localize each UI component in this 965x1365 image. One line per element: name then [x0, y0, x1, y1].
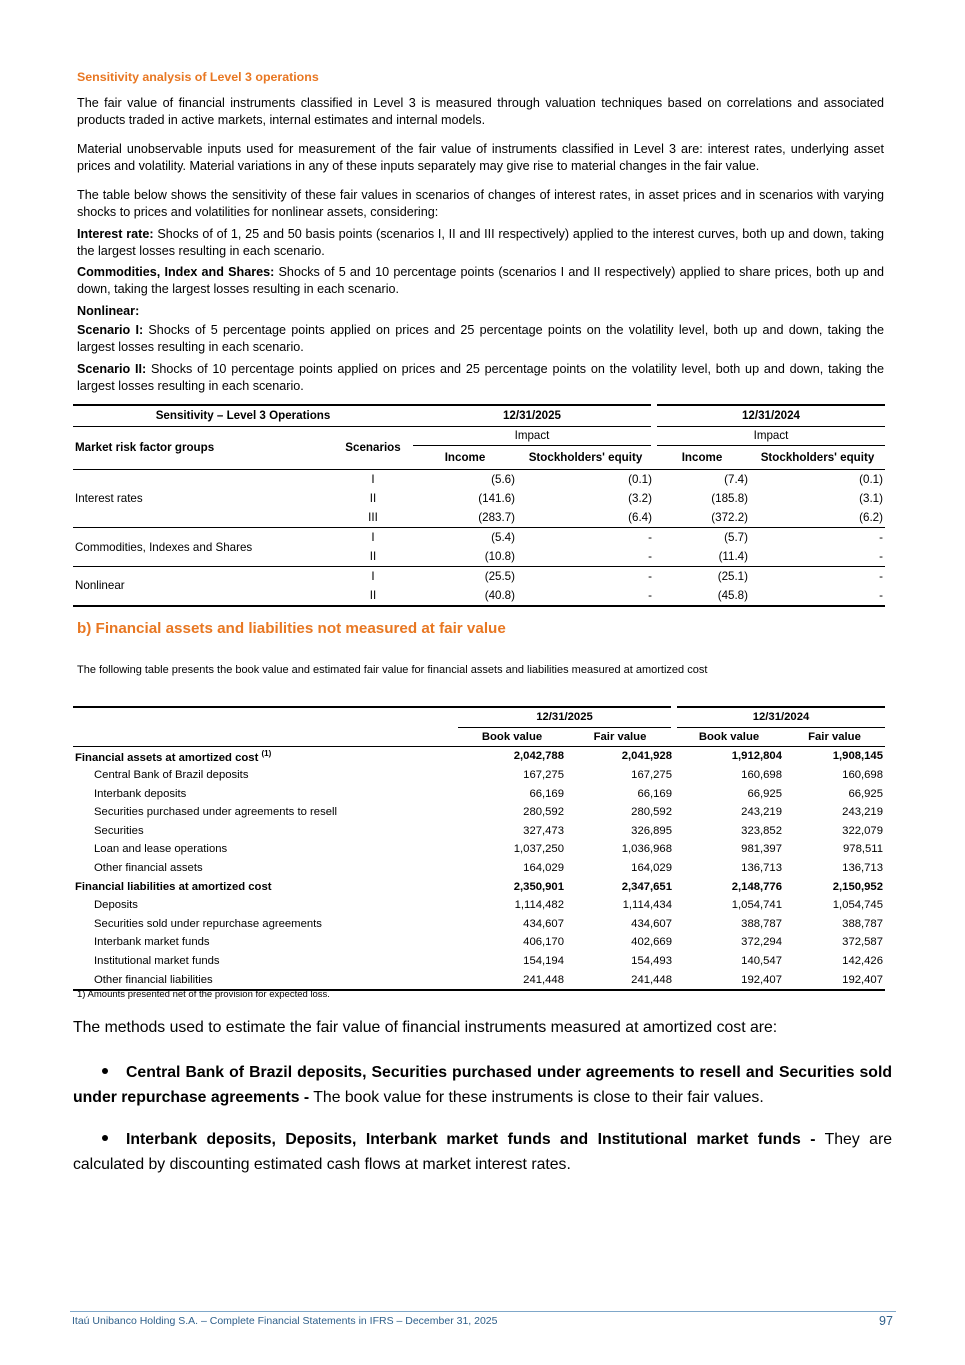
sens-equity-2025: (3.2) [628, 491, 652, 505]
sens-income-2025: (5.4) [491, 531, 515, 544]
paragraph-interest [77, 226, 884, 259]
fv-value: 322,079 [842, 824, 883, 837]
fv-value: 192,407 [741, 973, 782, 986]
fv-value: 402,669 [631, 936, 672, 949]
sens-scenario: II [369, 588, 377, 602]
fv-value: 326,895 [631, 824, 672, 837]
fv-value: 1,114,482 [514, 899, 564, 912]
footer-divider [70, 1311, 896, 1312]
fv-row [73, 803, 885, 822]
fv-row-label: Financial assets at amortized cost [75, 751, 259, 764]
fv-value: 406,170 [523, 936, 564, 949]
sens-equity-2024: - [879, 531, 883, 544]
fv-value: 66,169 [529, 787, 564, 800]
scenario-2-label: Scenario II: [77, 362, 147, 376]
sens-equity-2024: - [879, 570, 883, 583]
fv-value: 323,852 [741, 824, 782, 837]
fv-value: 160,698 [741, 769, 782, 782]
sens-scenario: I [371, 531, 375, 544]
fv-value: 154,194 [523, 955, 564, 968]
fv-value: 1,114,434 [622, 899, 672, 912]
paragraph-commodities [77, 264, 884, 297]
fv-value: 1,912,804 [731, 750, 782, 763]
sens-equity-2024: - [879, 550, 883, 563]
fv-value: 372,294 [741, 936, 782, 949]
sens-equity-2024: (3.1) [859, 491, 883, 505]
fv-value: 167,275 [631, 769, 672, 782]
methods-intro: The methods used to estimate the fair value of financial instruments measured at amortized cost are: [73, 1019, 778, 1036]
fv-row-label: Financial liabilities at amortized cost [75, 880, 272, 893]
sens-row [73, 567, 885, 587]
paragraph-scenario-2 [77, 361, 884, 394]
col-equity-2025: Stockholders' equity [517, 445, 654, 469]
paragraph-2: Material unobservable inputs used for measurement of the fair value of instruments classified in Level 3 are: interest rates, underlying asset prices and volatility. Material variations in any of these inputs separately may give rise to material changes in the fair value. [77, 142, 884, 173]
sens-title: Sensitivity – Level 3 Operations [73, 405, 413, 426]
fv-value: 1,054,745 [832, 899, 883, 912]
fv-value: 280,592 [631, 806, 672, 819]
fv-value: 1,036,968 [621, 843, 672, 856]
fv-value: 66,169 [637, 787, 672, 800]
sens-row [73, 528, 885, 548]
sens-income-2025: (5.6) [491, 472, 515, 486]
fv-value: 66,925 [848, 787, 883, 800]
col-income-2025: Income [413, 445, 517, 469]
fv-value: 241,448 [523, 973, 564, 986]
paragraph-nonlinear [77, 303, 884, 320]
fv-value: 981,397 [741, 843, 782, 856]
fv-row-label: Loan and lease operations [94, 843, 228, 856]
sensitivity-table [73, 404, 885, 607]
fv-date-2024: 12/31/2024 [674, 707, 885, 727]
fv-row [73, 859, 885, 878]
col-book-2024: Book value [698, 730, 760, 743]
method-1-text: The book value for these instruments is close to their fair values. [309, 1089, 764, 1106]
fv-row [73, 896, 885, 915]
col-fair-2025: Fair value [593, 730, 647, 743]
fv-total-row [73, 747, 885, 766]
fv-row-label: Other financial liabilities [94, 973, 213, 986]
sens-equity-2025: - [648, 550, 652, 563]
fv-date-2025: 12/31/2025 [458, 707, 674, 727]
fv-value: 2,041,928 [621, 750, 672, 763]
fv-value: 164,029 [523, 862, 564, 875]
sens-income-2024: (25.1) [717, 570, 748, 583]
sens-equity-2024: (6.2) [859, 511, 883, 524]
fv-row-label: Institutional market funds [94, 955, 220, 968]
fv-row-label: Interbank market funds [94, 936, 210, 949]
sens-scenario: I [371, 472, 375, 486]
fv-value: 160,698 [842, 769, 883, 782]
fv-row [73, 822, 885, 841]
sens-income-2024: (5.7) [724, 531, 748, 544]
sens-income-2024: (11.4) [718, 550, 748, 563]
sens-row [73, 469, 885, 489]
sens-scenario: III [368, 511, 378, 524]
fv-value: 327,473 [523, 824, 564, 837]
fv-value: 1,037,250 [513, 843, 564, 856]
fv-row [73, 915, 885, 934]
fv-value: 978,511 [843, 843, 883, 856]
fair-value-table [73, 706, 885, 991]
sens-income-2024: (45.8) [717, 588, 748, 602]
fv-row [73, 840, 885, 859]
bullet-icon [102, 1135, 108, 1141]
bullet-icon [102, 1068, 108, 1074]
sens-equity-2024: - [879, 588, 883, 602]
sens-equity-2025: - [648, 570, 652, 583]
sens-income-2025: (40.8) [484, 588, 515, 602]
fv-value: 164,029 [631, 862, 672, 875]
sens-date-2025: 12/31/2025 [413, 405, 654, 426]
nonlinear-label: Nonlinear: [77, 304, 140, 318]
fv-value: 1,908,145 [832, 750, 883, 763]
col-scenarios: Scenarios [333, 426, 413, 469]
fv-value: 1,054,741 [731, 899, 782, 912]
sens-group-name: Nonlinear [75, 579, 125, 593]
col-book-2025: Book value [481, 730, 543, 743]
fv-value: 136,713 [842, 862, 883, 875]
fv-value: 136,713 [741, 862, 782, 875]
fv-value: 142,426 [842, 955, 883, 968]
fv-row [73, 933, 885, 952]
col-equity-2024: Stockholders' equity [750, 445, 885, 469]
fv-value: 372,587 [842, 936, 883, 949]
sens-income-2024: (7.4) [724, 472, 748, 486]
fv-value: 280,592 [523, 806, 564, 819]
section-title: Sensitivity analysis of Level 3 operations [77, 70, 319, 84]
section-b-intro: The following table presents the book value and estimated fair value for financial assets and liabilities measured at amortized cost [77, 664, 708, 676]
col-fair-2024: Fair value [808, 730, 861, 743]
fv-row-label: Securities [94, 824, 144, 837]
method-bullet-1 [73, 1060, 892, 1110]
fv-value: 243,219 [741, 806, 782, 819]
scenario-2-text: Shocks of 10 percentage points applied on prices and 25 percentage points on the volatility level, both up and down, taking the largest losses resulting in each scenario. [77, 362, 884, 393]
footer-text: Itaú Unibanco Holding S.A. – Complete Financial Statements in IFRS – December 31, 2025 [72, 1315, 498, 1327]
scenario-1-text: Shocks of 5 percentage points applied on prices and 25 percentage points on the volatility level, both up and down, taking the largest losses resulting in each scenario. [77, 323, 885, 354]
fv-row-label: Deposits [94, 899, 138, 912]
col-market-risk: Market risk factor groups [73, 426, 333, 469]
commodities-label: Commodities, Index and Shares: [77, 265, 275, 279]
col-income-2024: Income [654, 445, 750, 469]
scenario-1-label: Scenario I: [77, 323, 144, 337]
sens-scenario: II [369, 491, 377, 505]
sens-income-2025: (141.6) [478, 491, 515, 505]
sens-income-2025: (25.5) [484, 570, 515, 583]
section-b-title: b) Financial assets and liabilities not measured at fair value [77, 620, 506, 637]
sens-equity-2025: - [648, 588, 652, 602]
fv-row-label: Securities sold under repurchase agreements [94, 917, 322, 930]
sens-equity-2025: (6.4) [628, 511, 652, 524]
fv-value: 154,493 [631, 955, 672, 968]
fv-value: 2,347,651 [621, 880, 672, 893]
method-2-text: They are calculated by discounting estimated cash flows at market interest rates. [73, 1131, 892, 1173]
interest-text: Shocks of of 1, 25 and 50 basis points (scenarios I, II and III respectively) applied to the interest curves, both up and down, taking the largest losses resulting in each scenario. [77, 227, 885, 258]
sens-equity-2025: (0.1) [628, 472, 652, 486]
fv-value: 388,787 [741, 917, 782, 930]
fv-row [73, 970, 885, 990]
paragraph-1: The fair value of financial instruments classified in Level 3 is measured through valuation techniques based on correlations and associated products traded in active markets, internal estimates and internal models. [77, 96, 884, 127]
sens-scenario: I [371, 570, 375, 583]
fv-value: 2,148,776 [731, 880, 782, 893]
fv-row-label: Central Bank of Brazil deposits [94, 769, 249, 782]
fv-value: 243,219 [842, 806, 883, 819]
paragraph-scenario-1 [77, 322, 884, 355]
fv-value: 434,607 [523, 917, 564, 930]
fv-value: 388,787 [842, 917, 883, 930]
paragraph-3: The table below shows the sensitivity of these fair values in scenarios of changes of interest rates, in asset prices and in scenarios with varying shocks to prices and volatilities for nonlinear assets, considering: [77, 188, 884, 219]
fv-value: 241,448 [631, 973, 672, 986]
sens-income-2024: (372.2) [711, 511, 748, 524]
fv-row-label: Interbank deposits [94, 787, 187, 800]
sens-group-name: Interest rates [75, 491, 143, 505]
fv-row [73, 952, 885, 971]
fv-row-label: Other financial assets [94, 862, 203, 875]
fv-value: 2,150,952 [832, 880, 883, 893]
page-number: 97 [879, 1314, 893, 1328]
fv-value: 192,407 [842, 973, 883, 986]
fv-value: 66,925 [747, 787, 782, 800]
sens-income-2025: (283.7) [478, 511, 515, 524]
fv-row-label: Securities purchased under agreements to resell [94, 806, 338, 819]
footnote-marker: (1) [261, 749, 272, 759]
method-1-bold: Central Bank of Brazil deposits, Securities purchased under agreements to resell and Securities sold under repurchase agreements - [73, 1064, 892, 1106]
sens-date-2024: 12/31/2024 [654, 405, 885, 426]
impact-2024: Impact [654, 426, 885, 445]
sens-income-2025: (10.8) [484, 550, 515, 563]
commodities-text: Shocks of 5 and 10 percentage points (scenarios I and II respectively) applied to share prices, both up and down, taking the largest losses resulting in each scenario. [77, 265, 885, 296]
method-bullet-2 [73, 1127, 892, 1177]
interest-label: Interest rate: [77, 227, 154, 241]
fv-value: 140,547 [741, 955, 782, 968]
fv-footnote: 1) Amounts presented net of the provision for expected loss. [77, 989, 330, 1000]
sens-scenario: II [369, 550, 377, 563]
fv-row [73, 766, 885, 785]
sens-equity-2024: (0.1) [859, 472, 883, 486]
fv-value: 434,607 [631, 917, 672, 930]
fv-value: 167,275 [523, 769, 564, 782]
impact-2025: Impact [413, 426, 654, 445]
sens-income-2024: (185.8) [711, 491, 748, 505]
fv-row [73, 784, 885, 803]
fv-value: 2,042,788 [513, 750, 564, 763]
fv-value: 2,350,901 [513, 880, 564, 893]
sens-group-name: Commodities, Indexes and Shares [75, 540, 253, 554]
method-2-bold: Interbank deposits, Deposits, Interbank market funds and Institutional market funds - [126, 1131, 816, 1148]
sens-equity-2025: - [648, 531, 652, 544]
fv-total-row [73, 877, 885, 896]
